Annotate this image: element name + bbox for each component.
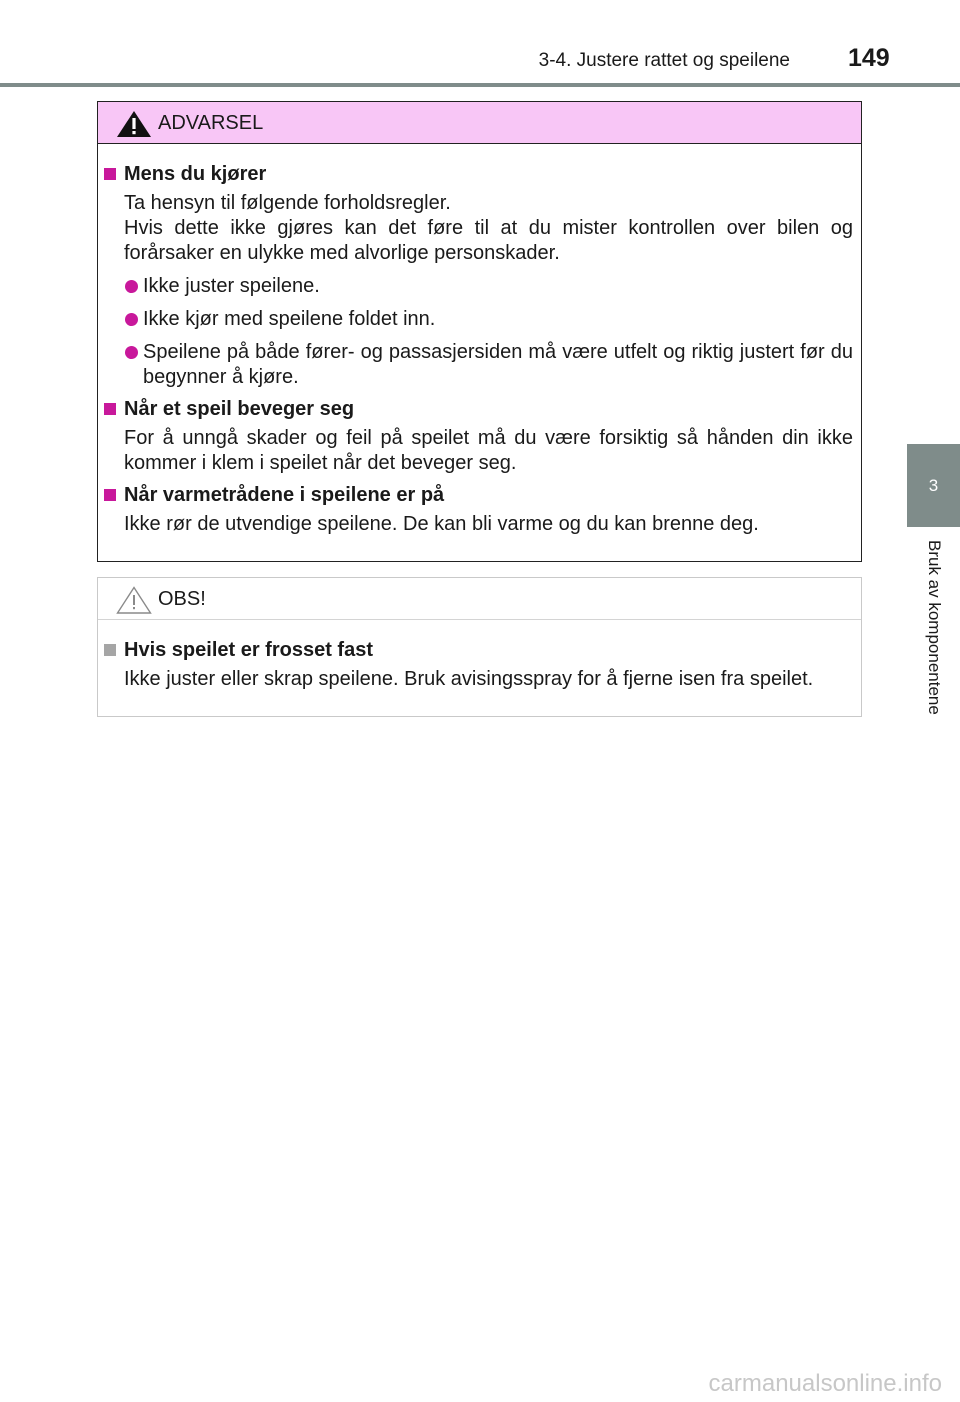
section-heading: Mens du kjører <box>104 161 853 187</box>
chapter-title: Bruk av komponentene <box>925 540 944 715</box>
round-bullet-icon <box>125 313 138 326</box>
warning-section-heater <box>104 482 853 537</box>
notice-box <box>97 577 862 717</box>
notice-title: OBS! <box>158 588 206 610</box>
chapter-number: 3 <box>928 475 939 495</box>
warning-box <box>97 101 862 562</box>
round-bullet-icon <box>125 280 138 293</box>
paragraph: For å unngå skader og feil på speilet må du være forsiktig så hånden din ikke kommer i klem i speilet når det beveger seg. <box>124 427 853 474</box>
watermark: carmanualsonline.info <box>708 1370 942 1397</box>
warning-section-driving <box>104 161 853 390</box>
list-item: Ikke juster speilene. <box>104 274 853 299</box>
warning-title: ADVARSEL <box>158 112 264 134</box>
warning-section-moving-mirror <box>104 396 853 476</box>
warning-header <box>98 102 861 144</box>
list-item: Ikke kjør med speilene foldet inn. <box>104 307 853 332</box>
warning-triangle-icon <box>116 110 152 138</box>
notice-body <box>98 620 861 692</box>
paragraph: Ikke juster eller skrap speilene. Bruk avisingsspray for å fjerne isen fra speilet. <box>124 668 814 690</box>
list-item: Speilene på både fører- og passasjersiden må være utfelt og riktig justert før du begynner å kjøre. <box>104 340 853 390</box>
square-bullet-icon <box>104 489 116 501</box>
square-bullet-icon <box>104 644 116 656</box>
notice-header <box>98 578 861 620</box>
section-heading: Når varmetrådene i speilene er på <box>104 482 853 508</box>
notice-section-frozen <box>104 637 853 692</box>
header-section-title: 3-4. Justere rattet og speilene <box>538 50 790 71</box>
chapter-tab <box>907 444 960 527</box>
paragraph: Ikke rør de utvendige speilene. De kan bli varme og du kan brenne deg. <box>124 513 759 535</box>
page-number: 149 <box>848 44 890 72</box>
round-bullet-icon <box>125 346 138 359</box>
header-rule <box>0 83 960 87</box>
warning-body <box>98 144 861 537</box>
square-bullet-icon <box>104 403 116 415</box>
section-heading: Hvis speilet er frosset fast <box>104 637 853 663</box>
section-heading: Når et speil beveger seg <box>104 396 853 422</box>
paragraph: Hvis dette ikke gjøres kan det føre til at du mister kontrollen over bilen og forårsaker en ulykke med alvorlige personskader. <box>124 217 853 264</box>
paragraph: Ta hensyn til følgende forholdsregler. <box>124 192 451 214</box>
caution-triangle-outline-icon <box>116 586 152 614</box>
square-bullet-icon <box>104 168 116 180</box>
